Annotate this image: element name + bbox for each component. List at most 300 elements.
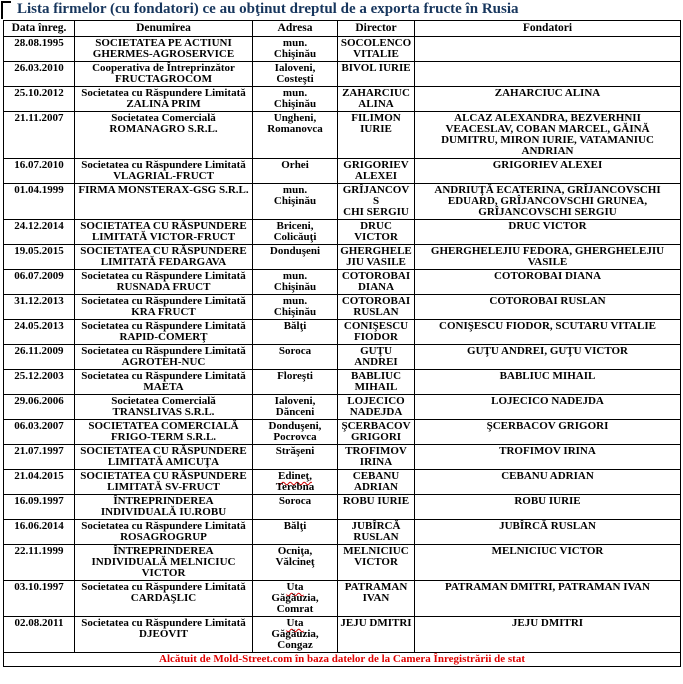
cell-director	[338, 617, 415, 653]
cell-address-line: Orhei	[281, 159, 309, 171]
cell-director	[338, 345, 415, 370]
cell-address-line: Chişinău	[273, 306, 317, 318]
table-row	[4, 420, 681, 445]
cell-reg-date	[4, 581, 75, 617]
cell-director	[338, 62, 415, 87]
cell-address	[253, 395, 338, 420]
cell-founders-line: COTOROBAI DIANA	[493, 270, 602, 282]
cell-director-line: SOCOLENCO	[340, 37, 412, 49]
cell-address-line: Ungheni,	[273, 112, 317, 124]
cell-director-line: GHERGHELE	[340, 245, 412, 257]
cell-company-name	[75, 112, 253, 159]
cell-company-name-line: LIMITATĂ SV-FRUCT	[107, 481, 220, 493]
cell-director-line: VITALIE	[353, 48, 399, 60]
cell-reg-date-line: 19.05.2015	[14, 245, 64, 257]
cell-address	[253, 420, 338, 445]
table-row	[4, 345, 681, 370]
cell-founders-line: DRUC VICTOR	[508, 220, 587, 232]
cell-company-name	[75, 445, 253, 470]
cell-company-name-line: Societatea cu Răspundere Limitată	[81, 617, 246, 629]
table-row	[4, 37, 681, 62]
cell-address-line: Uta	[286, 581, 304, 593]
cell-company-name-line: Cooperativa de Întreprinzător	[92, 62, 235, 74]
cell-director	[338, 87, 415, 112]
cell-address	[253, 37, 338, 62]
cell-founders	[415, 420, 681, 445]
cell-reg-date-line: 21.11.2007	[14, 112, 64, 124]
cell-founders	[415, 184, 681, 220]
cell-founders-line: VEACESLAV, COBAN MARCEL, GĂINĂ	[445, 123, 650, 135]
cell-company-name	[75, 320, 253, 345]
cell-reg-date-line: 25.12.2003	[14, 370, 64, 382]
table-row	[4, 520, 681, 545]
cell-address	[253, 220, 338, 245]
cell-address	[253, 62, 338, 87]
cell-address-line: Soroca	[278, 345, 312, 357]
cell-reg-date	[4, 62, 75, 87]
cell-founders	[415, 37, 681, 62]
cell-director-line: JUBÎRCĂ	[351, 520, 401, 532]
cell-director	[338, 445, 415, 470]
cell-director-line: VICTOR	[354, 556, 398, 568]
cell-director-line: DIANA	[357, 281, 395, 293]
cell-company-name-line: VLAGRIAL-FRUCT	[113, 170, 214, 182]
cell-founders	[415, 370, 681, 395]
cell-reg-date	[4, 470, 75, 495]
cell-company-name-line: SOCIETATEA CU RĂSPUNDERE	[80, 220, 247, 232]
cell-address-line: Soroca	[278, 495, 312, 507]
cell-company-name	[75, 545, 253, 581]
cell-company-name-line: Societatea cu Răspundere Limitată	[81, 370, 246, 382]
cell-reg-date	[4, 420, 75, 445]
cell-founders-line: ANDRIUŢĂ ECATERINA, GRÎJANCOVSCHI	[434, 184, 661, 196]
cell-director-line: GRIGORI	[350, 431, 402, 443]
cell-director	[338, 295, 415, 320]
cell-founders-line: ANDRIAN	[521, 145, 574, 157]
cell-founders	[415, 395, 681, 420]
cell-founders-line: GRÎJANCOVSCHI SERGIU	[478, 206, 617, 218]
cell-address-line: Donduşeni,	[268, 420, 322, 432]
cell-company-name-line: SOCIETATEA CU RĂSPUNDERE	[80, 245, 247, 257]
table-row	[4, 295, 681, 320]
table-row	[4, 495, 681, 520]
cell-founders-line: LOJECICO NADEJDA	[491, 395, 604, 407]
table-row	[4, 445, 681, 470]
cell-director-line: LOJECICO	[347, 395, 405, 407]
cell-founders-line: GUŢU ANDREI, GUŢU VICTOR	[467, 345, 628, 357]
cell-reg-date	[4, 184, 75, 220]
cell-reg-date-line: 29.06.2006	[14, 395, 64, 407]
cell-company-name-line: Societatea cu Răspundere Limitată	[81, 581, 246, 593]
cell-reg-date-line: 21.07.1997	[14, 445, 64, 457]
cell-company-name-line: SOCIETATEA CU RĂSPUNDERE	[80, 470, 247, 482]
cell-director-line: GUŢU	[360, 345, 392, 357]
cell-founders-line: CONIŞESCU FIODOR, SCUTARU VITALIE	[439, 320, 656, 332]
cell-founders-line: MELNICIUC VICTOR	[491, 545, 604, 557]
cell-address-line: Costeşti	[276, 73, 314, 85]
cell-director-line: ALINA	[358, 98, 394, 110]
cell-reg-date	[4, 370, 75, 395]
cell-address-line: mun.	[282, 37, 308, 49]
cell-address-line: Uta	[286, 617, 304, 629]
column-header-1: Denumirea	[75, 21, 253, 37]
cell-director-line: VICTOR	[354, 231, 398, 243]
cell-director-line: ZAHARCIUC	[342, 87, 410, 99]
cell-address-line: mun.	[282, 87, 308, 99]
cell-founders	[415, 445, 681, 470]
cell-director-line: MELNICIUC	[343, 545, 409, 557]
cell-founders-line: ZAHARCIUC ALINA	[494, 87, 601, 99]
cell-reg-date-line: 24.12.2014	[14, 220, 64, 232]
cell-address-line: Bălţi	[283, 320, 307, 332]
cell-address-line: Floreşti	[277, 370, 313, 382]
cell-address-line: Vălcineţ	[275, 556, 315, 568]
cell-director	[338, 112, 415, 159]
table-row	[4, 112, 681, 159]
cell-reg-date-line: 26.11.2009	[14, 345, 64, 357]
cell-director	[338, 495, 415, 520]
cell-founders-line: DUMITRU, MIRON IURIE, VATAMANIUC	[441, 134, 654, 146]
cell-company-name	[75, 470, 253, 495]
cell-director-line: ALEXEI	[354, 170, 398, 182]
cell-founders-line: BABLIUC MIHAIL	[499, 370, 596, 382]
cell-address	[253, 270, 338, 295]
cell-address-line: Ialoveni,	[274, 395, 316, 407]
cell-director	[338, 159, 415, 184]
cell-director-line: FILIMON	[351, 112, 401, 124]
cell-director	[338, 581, 415, 617]
table-row	[4, 320, 681, 345]
column-header-2: Adresa	[253, 21, 338, 37]
cell-director	[338, 520, 415, 545]
cell-company-name	[75, 520, 253, 545]
cell-reg-date-line: 16.06.2014	[14, 520, 64, 532]
cell-reg-date	[4, 245, 75, 270]
cell-company-name-line: AGROTEH-NUC	[121, 356, 206, 368]
cell-director-line: CONIŞESCU	[343, 320, 409, 332]
cell-company-name-line: ÎNTREPRINDEREA	[113, 545, 214, 557]
cell-company-name-line: Societatea cu Răspundere Limitată	[81, 320, 246, 332]
cell-reg-date	[4, 295, 75, 320]
cell-reg-date	[4, 520, 75, 545]
cell-founders	[415, 617, 681, 653]
column-header-4: Fondatori	[415, 21, 681, 37]
cell-director-line: BIVOL IURIE	[341, 62, 411, 74]
cell-founders-line: CEBANU ADRIAN	[501, 470, 594, 482]
cell-reg-date-line: 21.04.2015	[14, 470, 64, 482]
cell-reg-date-line: 02.08.2011	[14, 617, 64, 629]
table-row	[4, 545, 681, 581]
cell-company-name-line: Societatea cu Răspundere Limitată	[81, 295, 246, 307]
cell-reg-date	[4, 87, 75, 112]
cell-company-name-line: FRUCTAGROCOM	[115, 73, 212, 85]
table-row	[4, 617, 681, 653]
cell-director-line: IURIE	[360, 123, 392, 135]
cell-company-name-line: LIMITATĂ FEDARGAVA	[100, 256, 227, 268]
cell-reg-date	[4, 320, 75, 345]
cell-company-name-line: Societatea cu Răspundere Limitată	[81, 520, 246, 532]
cell-address-line: mun.	[282, 184, 308, 196]
cell-founders	[415, 520, 681, 545]
cell-director-line: COTOROBAI	[341, 295, 411, 307]
cell-company-name	[75, 370, 253, 395]
cell-company-name-line: ZALINA PRIM	[126, 98, 201, 110]
cell-address	[253, 520, 338, 545]
cell-founders-line: TROFIMOV IRINA	[499, 445, 596, 457]
cell-address-line: mun.	[282, 270, 308, 282]
cell-founders	[415, 495, 681, 520]
cell-director-line: FIODOR	[354, 331, 398, 343]
cell-company-name-line: SOCIETATEA CU RĂSPUNDERE	[80, 445, 247, 457]
page-title: Lista firmelor (cu fondatori) ce au obţinut dreptul de a exporta fructe în Rusia	[17, 1, 519, 17]
table-row	[4, 245, 681, 270]
header-row	[4, 21, 681, 37]
cell-company-name-line: MAETA	[143, 381, 184, 393]
cell-company-name-line: CARDAŞLIC	[130, 592, 197, 604]
cell-address-line: Congaz	[277, 639, 313, 651]
table-row	[4, 159, 681, 184]
cell-founders	[415, 245, 681, 270]
cell-reg-date	[4, 345, 75, 370]
cell-director	[338, 470, 415, 495]
cell-reg-date	[4, 270, 75, 295]
cell-reg-date-line: 26.03.2010	[14, 62, 64, 74]
cell-company-name	[75, 62, 253, 87]
cell-founders	[415, 545, 681, 581]
cell-reg-date	[4, 112, 75, 159]
cell-director-line: CHI SERGIU	[343, 206, 409, 218]
cell-address	[253, 495, 338, 520]
cell-reg-date-line: 24.05.2013	[14, 320, 64, 332]
cell-company-name	[75, 87, 253, 112]
cell-address-line: Chişinău	[273, 48, 317, 60]
cell-address	[253, 470, 338, 495]
cell-founders-line: ROBU IURIE	[514, 495, 581, 507]
cell-address-line: Străşeni	[275, 445, 315, 457]
cell-address	[253, 445, 338, 470]
cell-director-line: IVAN	[362, 592, 390, 604]
cell-company-name	[75, 581, 253, 617]
cell-reg-date-line: 06.07.2009	[14, 270, 64, 282]
cell-director-line: DRUC	[360, 220, 392, 232]
cell-reg-date-line: 03.10.1997	[14, 581, 64, 593]
cell-address-line: Chişinău	[273, 195, 317, 207]
cell-address	[253, 159, 338, 184]
cell-reg-date-line: 22.11.1999	[14, 545, 64, 557]
table-row	[4, 470, 681, 495]
cell-company-name	[75, 295, 253, 320]
cell-reg-date-line: 16.07.2010	[14, 159, 64, 171]
cell-company-name	[75, 420, 253, 445]
cell-address	[253, 87, 338, 112]
cell-company-name-line: Societatea cu Răspundere Limitată	[81, 159, 246, 171]
cell-director	[338, 184, 415, 220]
footer-row	[4, 653, 681, 667]
cell-company-name-line: SOCIETATEA COMERCIALĂ	[88, 420, 239, 432]
cell-company-name-line: KRA FRUCT	[131, 306, 196, 318]
cell-company-name-line: ÎNTREPRINDEREA	[113, 495, 214, 507]
cell-company-name-line: Societatea Comercială	[111, 395, 216, 407]
cell-director	[338, 320, 415, 345]
cell-founders-line: ALCAZ ALEXANDRA, BEZVERHNII	[454, 112, 641, 124]
cell-address-line: Terebna	[275, 481, 315, 493]
cell-founders-line: EDUARD, GRÎJANCOVSCHI GRUNEA,	[447, 195, 648, 207]
cell-founders	[415, 270, 681, 295]
cell-company-name	[75, 270, 253, 295]
cell-founders	[415, 87, 681, 112]
cell-reg-date	[4, 395, 75, 420]
cell-company-name-line: LIMITATĂ AMICUŢA	[107, 456, 220, 468]
cell-reg-date	[4, 617, 75, 653]
cell-company-name	[75, 245, 253, 270]
firms-table	[3, 20, 681, 667]
cell-director-line: ANDREI	[354, 356, 398, 368]
cell-address	[253, 617, 338, 653]
cell-founders-line: PATRAMAN DMITRI, PATRAMAN IVAN	[445, 581, 650, 593]
table-row	[4, 395, 681, 420]
cell-director-line: GRIGORIEV	[343, 159, 409, 171]
cell-founders	[415, 581, 681, 617]
table-row	[4, 220, 681, 245]
table-body	[4, 37, 681, 667]
cell-company-name-line: INDIVIDUALĂ IU.ROBU	[100, 506, 227, 518]
cell-address	[253, 370, 338, 395]
source-credit: Alcătuit de Mold-Street.com în baza datelor de la Camera Înregistrării de stat	[4, 653, 681, 667]
cell-founders-line: GHERGHELEJIU FEDORA, GHERGHELEJIU	[430, 245, 665, 257]
cell-company-name	[75, 345, 253, 370]
cell-director-line: RUSLAN	[353, 531, 399, 543]
cell-company-name-line: Societatea cu Răspundere Limitată	[81, 87, 246, 99]
cell-reg-date-line: 16.09.1997	[14, 495, 64, 507]
cell-founders-line: VASILE	[527, 256, 568, 268]
cell-company-name-line: FIRMA MONSTERAX-GSG S.R.L.	[78, 184, 249, 196]
cell-director	[338, 395, 415, 420]
cell-director	[338, 545, 415, 581]
cell-director-line: CEBANU	[352, 470, 400, 482]
cell-director-line: IRINA	[359, 456, 393, 468]
cell-director-line: MIHAIL	[354, 381, 398, 393]
cell-founders-line: JUBÎRCĂ RUSLAN	[499, 520, 596, 532]
cell-founders	[415, 295, 681, 320]
cell-director	[338, 245, 415, 270]
cell-reg-date	[4, 545, 75, 581]
cell-reg-date-line: 01.04.1999	[14, 184, 64, 196]
cell-address	[253, 112, 338, 159]
cell-director	[338, 37, 415, 62]
cell-address-line: Ialoveni,	[274, 62, 316, 74]
cell-founders	[415, 159, 681, 184]
cell-address-line: Găgăuzia,	[271, 592, 319, 604]
cell-director-line: ROBU IURIE	[342, 495, 410, 507]
cell-company-name-line: DJEOVIT	[139, 628, 188, 640]
cell-company-name-line: INDIVIDUALĂ MELNICIUC	[91, 556, 236, 568]
cell-company-name-line: ROSAGROGRUP	[120, 531, 207, 543]
cell-company-name-line: GHERMES-AGROSERVICE	[92, 48, 235, 60]
cell-company-name	[75, 495, 253, 520]
cell-company-name-line: TRANSLIVAS S.R.L.	[112, 406, 215, 418]
cell-company-name-line: SOCIETATEA PE ACTIUNI	[95, 37, 232, 49]
cell-address-line: Ocniţa,	[277, 545, 313, 557]
cell-address	[253, 345, 338, 370]
cell-company-name	[75, 159, 253, 184]
cell-founders-line: GRIGORIEV ALEXEI	[492, 159, 603, 171]
cell-reg-date	[4, 37, 75, 62]
cell-reg-date	[4, 220, 75, 245]
page-corner-artifact	[1, 1, 11, 19]
cell-director-line: ŞCERBACOV	[341, 420, 411, 432]
cell-reg-date-line: 25.10.2012	[14, 87, 64, 99]
cell-company-name-line: LIMITATĂ VICTOR-FRUCT	[91, 231, 236, 243]
cell-address-line: Chişinău	[273, 98, 317, 110]
cell-company-name	[75, 37, 253, 62]
table-row	[4, 87, 681, 112]
cell-address-line: Bălţi	[283, 520, 307, 532]
cell-founders	[415, 470, 681, 495]
column-header-0: Data înreg.	[4, 21, 75, 37]
cell-director-line: BABLIUC	[350, 370, 402, 382]
table-row	[4, 62, 681, 87]
table-row	[4, 184, 681, 220]
cell-director-line: JIU VASILE	[346, 256, 406, 268]
cell-reg-date-line: 31.12.2013	[14, 295, 64, 307]
cell-address-line: Briceni,	[276, 220, 314, 232]
cell-founders-line: ŞCERBACOV GRIGORI	[486, 420, 609, 432]
table-row	[4, 581, 681, 617]
cell-founders-line: COTOROBAI RUSLAN	[489, 295, 606, 307]
cell-reg-date	[4, 495, 75, 520]
cell-address-line: Chişinău	[273, 281, 317, 293]
cell-address-line: Pocrovca	[273, 431, 317, 443]
cell-address	[253, 320, 338, 345]
cell-address	[253, 295, 338, 320]
cell-director-line: NADEJDA	[349, 406, 403, 418]
cell-company-name	[75, 617, 253, 653]
cell-address	[253, 184, 338, 220]
cell-address-line: Edineţ,	[278, 470, 312, 482]
cell-company-name	[75, 220, 253, 245]
cell-address-line: Găgăuzia,	[271, 628, 319, 640]
cell-director-line: ADRIAN	[354, 481, 398, 493]
cell-company-name	[75, 184, 253, 220]
cell-director	[338, 370, 415, 395]
cell-company-name-line: Societatea cu Răspundere Limitată	[81, 345, 246, 357]
cell-address-line: Comrat	[276, 603, 314, 615]
cell-director	[338, 220, 415, 245]
cell-director-line: GRÎJANCOVS	[342, 184, 410, 207]
cell-address	[253, 545, 338, 581]
column-header-3: Director	[338, 21, 415, 37]
cell-reg-date	[4, 445, 75, 470]
cell-founders	[415, 345, 681, 370]
cell-founders	[415, 220, 681, 245]
table-row	[4, 270, 681, 295]
table-header	[4, 21, 681, 37]
cell-address-line: Dănceni	[275, 406, 315, 418]
cell-director	[338, 270, 415, 295]
cell-company-name	[75, 395, 253, 420]
cell-reg-date-line: 28.08.1995	[14, 37, 64, 49]
cell-company-name-line: RUSNADA FRUCT	[116, 281, 211, 293]
cell-address	[253, 581, 338, 617]
cell-address	[253, 245, 338, 270]
cell-director	[338, 420, 415, 445]
cell-company-name-line: Societatea Comercială	[111, 112, 216, 124]
cell-company-name-line: Societatea cu Răspundere Limitată	[81, 270, 246, 282]
cell-director-line: COTOROBAI	[341, 270, 411, 282]
cell-founders	[415, 62, 681, 87]
cell-founders-line: JEJU DMITRI	[511, 617, 584, 629]
cell-director-line: JEJU DMITRI	[340, 617, 412, 629]
